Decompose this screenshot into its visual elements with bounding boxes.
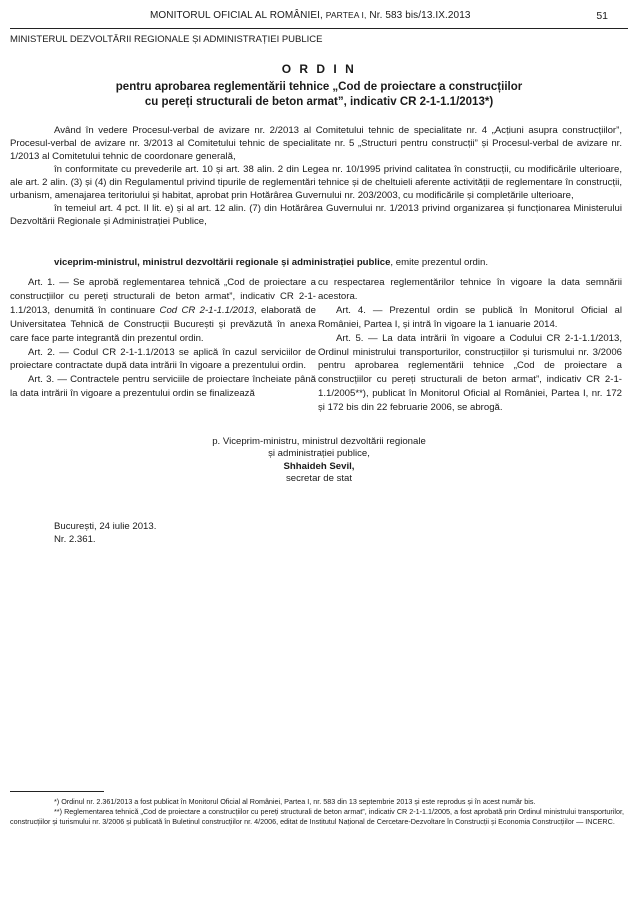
footnotes [10, 797, 624, 827]
publication-name: MONITORUL OFICIAL AL ROMÂNIEI, [150, 10, 323, 21]
article-4: Art. 4. — Prezentul ordin se publică în Monitorul Oficial al României, Partea I, și intră în vigoare la 1 ianuarie 2014. [318, 304, 622, 330]
decree-issuer: viceprim-ministrul, ministrul dezvoltării regionale și administrației publice [54, 257, 391, 268]
footnote: **) Reglementarea tehnică „Cod de proiectare a construcțiilor cu pereți structurali de beton armat”, indicativ CR 2-1-1.1/2005, a fost aprobată prin Ordinul ministrului transporturilor, construcțiilor și turismului nr. 3/2006 și publicată în Buletinul construcțiilor nr. 4/2006, editat de Institutul Național de Cercetare-Dezvoltare în Construcții și Economia Construcțiilor — INCERC. [10, 807, 624, 826]
publication-line [150, 10, 471, 21]
preamble-paragraph: în temeiul art. 4 pct. II lit. e) și al art. 12 alin. (7) din Hotărârea Guvernului nr. 1/2013 privind organizarea și funcționarea Ministerului Dezvoltării Regionale și Administrației Publice, [10, 203, 622, 227]
article-1-text: Art. 1. — Se aprobă reglementarea tehnică „Cod de proiectare a construcțiilor cu pereți structurali de beton armat”, indicativ CR 2-1-1.1/2013, denumită în continuare [10, 277, 316, 316]
order-number: Nr. 2.361. [54, 534, 96, 545]
article-1-short-name: Cod CR 2-1-1.1/2013 [159, 304, 255, 316]
footnote: *) Ordinul nr. 2.361/2013 a fost publicat în Monitorul Oficial al României, Partea I, nr. 583 din 13 septembrie 2013 și este reprodus și în acest număr bis. [54, 797, 536, 806]
preamble-paragraph: în conformitate cu prevederile art. 10 și art. 38 alin. 2 din Legea nr. 10/1995 privind calitatea în construcții, cu modificările ulterioare, ale art. 2 alin. (3) și (4) din Regulamentul privind tipurile de reglementări tehnice și de cheltuieli aferente activității de reglementare în construcții, urbanism, amenajarea teritoriului și habitat, aprobat prin Hotărârea Guvernului nr. 203/2003, cu modificările și completările ulterioare, [10, 164, 622, 201]
article-1-text-end: , elaborată de Universitatea Tehnică de Construcții București și prevăzută în anexa care face parte integrantă din prezentul ordin. [10, 304, 316, 344]
article-3-continued: cu respectarea reglementărilor tehnice în vigoare la data semnării acestora. [318, 277, 622, 302]
signature-block [0, 436, 638, 486]
order-subtitle-line-2: cu pereți structurali de beton armat”, indicativ CR 2-1-1.1/2013*) [144, 96, 494, 108]
order-subtitle [0, 80, 638, 110]
preamble-paragraph: Având în vedere Procesul-verbal de avizare nr. 2/2013 al Comitetului tehnic de specialitate nr. 4 „Acțiuni asupra construcțiilor”, Procesul-verbal de avizare nr. 3/2013 al Comitetului tehnic de specialitate nr. 5 „Structuri pentru construcții” și Procesul-verbal de avizare nr. 1/2013 al Comitetului tehnic de coordonare generală, [10, 125, 622, 162]
ministry-name: MINISTERUL DEZVOLTĂRII REGIONALE ȘI ADMINISTRAȚIEI PUBLICE [10, 34, 323, 45]
preamble [10, 124, 622, 228]
decree-statement [54, 257, 634, 268]
page-number: 51 [596, 10, 608, 22]
publication-part: PARTEA I, [325, 10, 367, 20]
header-divider [10, 28, 628, 29]
signatory-name: Shhaideh Sevil, [283, 460, 355, 472]
article-3: Art. 3. — Contractele pentru serviciile de proiectare încheiate până la data intrării în vigoare a prezentului ordin se finalizează [10, 374, 316, 400]
signature-line-1: p. Viceprim-ministru, ministrul dezvoltării regionale [212, 436, 426, 447]
article-5: Art. 5. — La data intrării în vigoare a Codului CR 2-1-1.1/2013, Ordinul ministrului transporturilor, construcțiilor și turismului nr. 3/2006 pentru aprobarea reglementării tehnice „Cod de proiectare a construcțiilor cu pereți structurali de beton armat”, indicativ CR 2-1-1.1/2005**), publicat în Monitorul Oficial al României, Partea I, nr. 172 și 172 bis din 22 februarie 2006, se abrogă. [318, 332, 622, 414]
order-subtitle-line-1: pentru aprobarea reglementării tehnice „Cod de proiectare a construcțiilor [115, 81, 523, 93]
place-date-block [54, 520, 156, 546]
place-date: București, 24 iulie 2013. [54, 521, 157, 532]
publication-issue: Nr. 583 bis/13.IX.2013 [369, 10, 471, 21]
order-title [0, 62, 638, 110]
page-header [0, 10, 638, 24]
article-1 [10, 276, 316, 346]
article-2: Art. 2. — Codul CR 2-1-1.1/2013 se aplică în cazul serviciilor de proiectare contractate după data intrării în vigoare a prezentului ordin. [10, 346, 316, 372]
footnote-divider [10, 791, 104, 792]
signature-line-2: și administrației publice, [268, 448, 370, 460]
articles-column-left [10, 276, 316, 401]
signatory-role: secretar de stat [285, 473, 353, 485]
articles-column-right [318, 276, 622, 415]
decree-rest: , emite prezentul ordin. [390, 257, 488, 268]
order-heading: O R D I N [281, 62, 357, 76]
